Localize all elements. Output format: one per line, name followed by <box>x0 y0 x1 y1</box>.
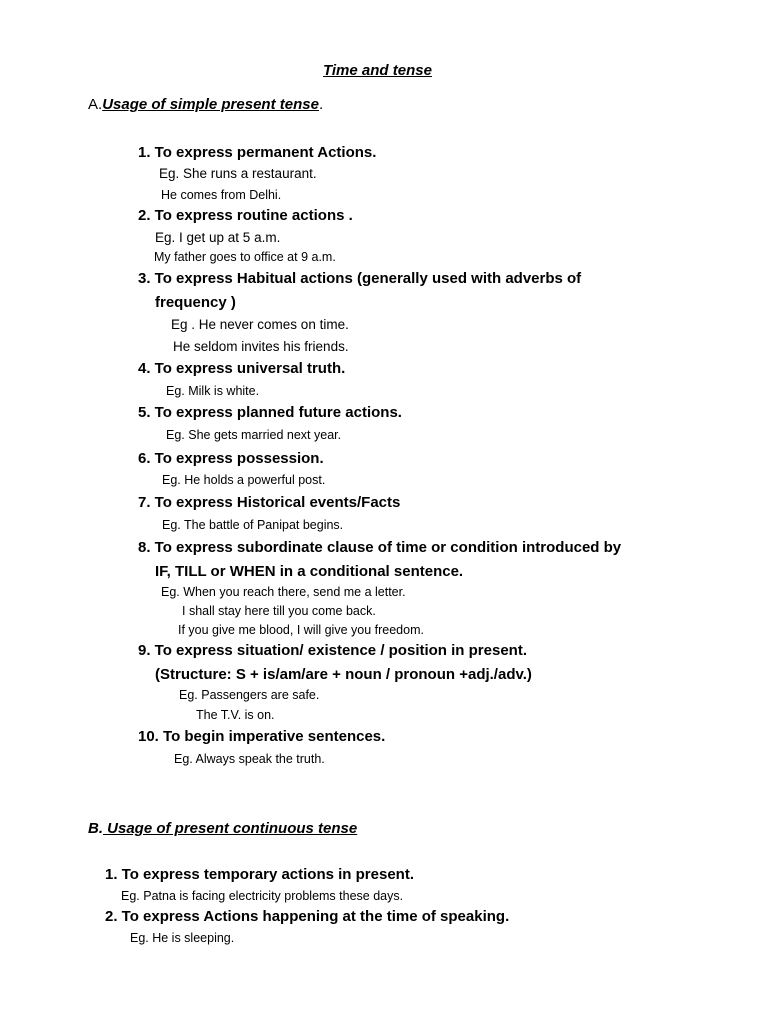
item-1-heading: 1. To express permanent Actions. <box>138 144 377 161</box>
section-a-prefix: A. <box>88 96 103 113</box>
item-2-example: My father goes to office at 9 a.m. <box>154 250 336 264</box>
item-10-heading: 10. To begin imperative sentences. <box>138 728 386 745</box>
item-3-heading: 3. To express Habitual actions (generally used with adverbs of <box>138 270 582 287</box>
item-6-heading: 6. To express possession. <box>138 450 324 467</box>
item-6-example: Eg. He holds a powerful post. <box>162 473 326 487</box>
item-9-heading: 9. To express situation/ existence / position in present. <box>138 642 527 659</box>
item-5-heading: 5. To express planned future actions. <box>138 404 402 421</box>
item-9-example: The T.V. is on. <box>196 708 275 722</box>
item-7-example: Eg. The battle of Panipat begins. <box>162 518 344 532</box>
item-9-structure: (Structure: S + is/am/are + noun / pronoun +adj./adv.) <box>155 666 532 683</box>
b-item-2-example: Eg. He is sleeping. <box>130 931 235 945</box>
section-a-heading <box>88 96 323 113</box>
item-9-example: Eg. Passengers are safe. <box>179 688 320 702</box>
item-3-heading-continued: frequency ) <box>155 294 236 311</box>
item-2-example: Eg. I get up at 5 a.m. <box>155 230 281 245</box>
section-a-label: Usage of simple present tense <box>102 96 319 113</box>
item-10-example: Eg. Always speak the truth. <box>174 752 325 766</box>
item-3-example: Eg . He never comes on time. <box>171 317 349 332</box>
section-a-suffix: . <box>318 96 324 113</box>
item-8-example: I shall stay here till you come back. <box>182 604 376 618</box>
b-item-2-heading: 2. To express Actions happening at the time of speaking. <box>105 908 510 925</box>
section-b-label: Usage of present continuous tense <box>103 820 358 837</box>
document-title: Time and tense <box>323 62 432 79</box>
item-4-heading: 4. To express universal truth. <box>138 360 346 377</box>
item-8-example: Eg. When you reach there, send me a letter. <box>161 585 406 599</box>
section-b-prefix: B. <box>88 820 103 837</box>
item-5-example: Eg. She gets married next year. <box>166 428 342 442</box>
item-3-example: He seldom invites his friends. <box>173 339 349 354</box>
item-4-example: Eg. Milk is white. <box>166 384 260 398</box>
item-2-heading: 2. To express routine actions . <box>138 207 353 224</box>
item-1-example: He comes from Delhi. <box>161 188 282 202</box>
item-7-heading: 7. To express Historical events/Facts <box>138 494 401 511</box>
b-item-1-heading: 1. To express temporary actions in present. <box>105 866 414 883</box>
item-8-example: If you give me blood, I will give you freedom. <box>178 623 424 637</box>
section-b-heading <box>88 820 357 837</box>
item-1-example: Eg. She runs a restaurant. <box>159 166 317 181</box>
b-item-1-example: Eg. Patna is facing electricity problems these days. <box>121 889 404 903</box>
item-8-heading: 8. To express subordinate clause of time or condition introduced by <box>138 539 622 556</box>
item-8-heading-continued: IF, TILL or WHEN in a conditional sentence. <box>155 563 464 580</box>
